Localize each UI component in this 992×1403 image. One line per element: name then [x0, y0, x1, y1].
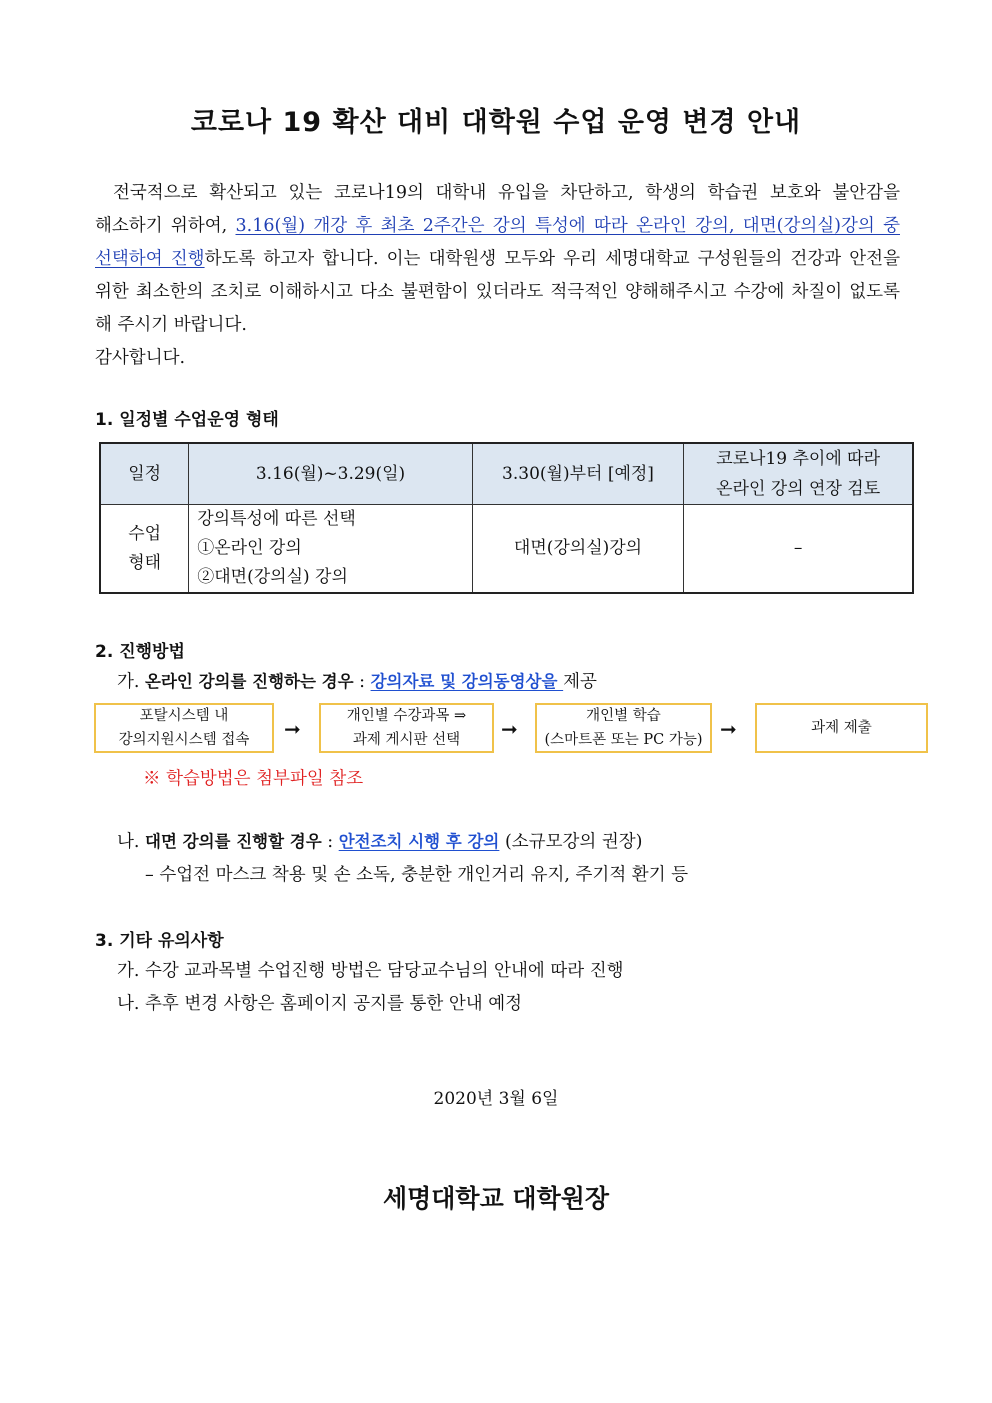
header-cell-period-3-line-2: 온라인 강의 연장 검토: [716, 479, 881, 499]
flow-step-2-line-1: 개인별 수강과목 ⇒: [346, 708, 467, 724]
flow-step-3: [535, 703, 712, 753]
method-online-suffix: 제공: [563, 672, 597, 692]
header-cell-period-3-line-1: 코로나19 추이에 따라: [716, 449, 881, 469]
method-offline-prefix: 나.: [117, 832, 146, 852]
notice-item-b: 나. 추후 변경 사항은 홈페이지 공지를 통한 안내 예정: [117, 994, 523, 1014]
flow-step-2: [319, 703, 494, 753]
flow-step-4: [755, 703, 928, 753]
row-label-line-2: 형태: [128, 552, 162, 573]
header-cell-schedule: 일정: [100, 443, 189, 505]
flow-step-2-line-2: 과제 게시판 선택: [352, 732, 461, 748]
flow-step-4-line-1: 과제 제출: [811, 720, 872, 736]
flow-step-1-line-1: 포탈시스템 내: [139, 708, 229, 724]
header-cell-period-1: 3.16(월)~3.29(일): [189, 443, 473, 505]
table-row: [100, 505, 913, 594]
method-online-title: 온라인 강의를 진행하는 경우: [145, 672, 354, 691]
row-cell-period-1-line-3: ②대면(강의실) 강의: [197, 567, 348, 587]
flow-step-1: [94, 703, 274, 753]
method-offline-title: 대면 강의를 진행할 경우: [145, 832, 322, 851]
row-label-cell: [100, 505, 189, 594]
intro-thanks: 감사합니다.: [95, 348, 186, 368]
flow-step-3-line-1: 개인별 학습: [586, 708, 661, 724]
method-offline-suffix: (소규모강의 권장): [499, 832, 643, 852]
table-header-row: [100, 443, 913, 505]
intro-highlight: 3.16(월) 개강 후 최초 2주간은 강의 특성에 따라 온라인 강의, 대면(강의실)강의 중 선택하여 진행: [95, 216, 900, 269]
section-3-heading: 3. 기타 유의사항: [95, 931, 224, 951]
row-cell-period-2: 대면(강의실)강의: [472, 505, 683, 594]
document-date: 2020년 3월 6일: [433, 1089, 559, 1109]
method-online-link: 강의자료 및 강의동영상을: [370, 672, 564, 691]
method-offline-link: 안전조치 시행 후 강의: [338, 832, 500, 851]
flow-arrow-icon: ➞: [720, 717, 737, 741]
header-cell-period-2: 3.30(월)부터 [예정]: [472, 443, 683, 505]
study-method-note: ※ 학습방법은 첨부파일 참조: [143, 769, 364, 789]
method-offline-colon: :: [321, 832, 339, 852]
method-offline-detail: – 수업전 마스크 착용 및 손 소독, 충분한 개인거리 유지, 주기적 환기 등: [145, 865, 689, 885]
row-cell-period-1-line-1: 강의특성에 따른 선택: [197, 509, 356, 529]
flow-arrow-icon: ➞: [501, 717, 518, 741]
method-online: [117, 668, 597, 693]
method-offline: [117, 828, 643, 853]
flow-step-1-line-2: 강의지원시스템 접속: [118, 732, 250, 748]
notice-item-a: 가. 수강 교과목별 수업진행 방법은 담당교수님의 안내에 따라 진행: [117, 961, 624, 981]
flow-step-3-line-2: (스마트폰 또는 PC 가능): [544, 732, 703, 748]
intro-text-2: 하도록 하고자 합니다. 이는 대학원생 모두와 우리 세명대학교 구성원들의 건강과 안전을 위한 최소한의 조치로 이해하시고 다소 불편함이 있더라도 적극적인 양해해주시고 수강에 차질이 없도록 해 주시기 바랍니다.: [95, 249, 900, 335]
method-online-colon: :: [353, 672, 371, 692]
row-label-line-1: 수업: [128, 523, 162, 544]
schedule-table: [99, 442, 914, 594]
header-cell-period-3: [684, 443, 913, 505]
flow-arrow-icon: ➞: [284, 717, 301, 741]
signature: 세명대학교 대학원장: [382, 1184, 610, 1213]
method-online-prefix: 가.: [117, 672, 146, 692]
row-cell-period-1-line-2: ①온라인 강의: [197, 538, 302, 558]
row-cell-period-3: –: [684, 505, 913, 594]
row-cell-period-1: [189, 505, 473, 594]
intro-paragraph: [95, 177, 900, 375]
section-2-heading: 2. 진행방법: [95, 642, 185, 662]
intro-text-1: 전국적으로 확산되고 있는 코로나19의 대학내 유입을 차단하고, 학생의 학습권 보호와 불안감을 해소하기 위하여,: [95, 183, 900, 236]
section-1-heading: 1. 일정별 수업운영 형태: [95, 410, 279, 430]
page-title: 코로나 19 확산 대비 대학원 수업 운영 변경 안내: [190, 107, 802, 138]
